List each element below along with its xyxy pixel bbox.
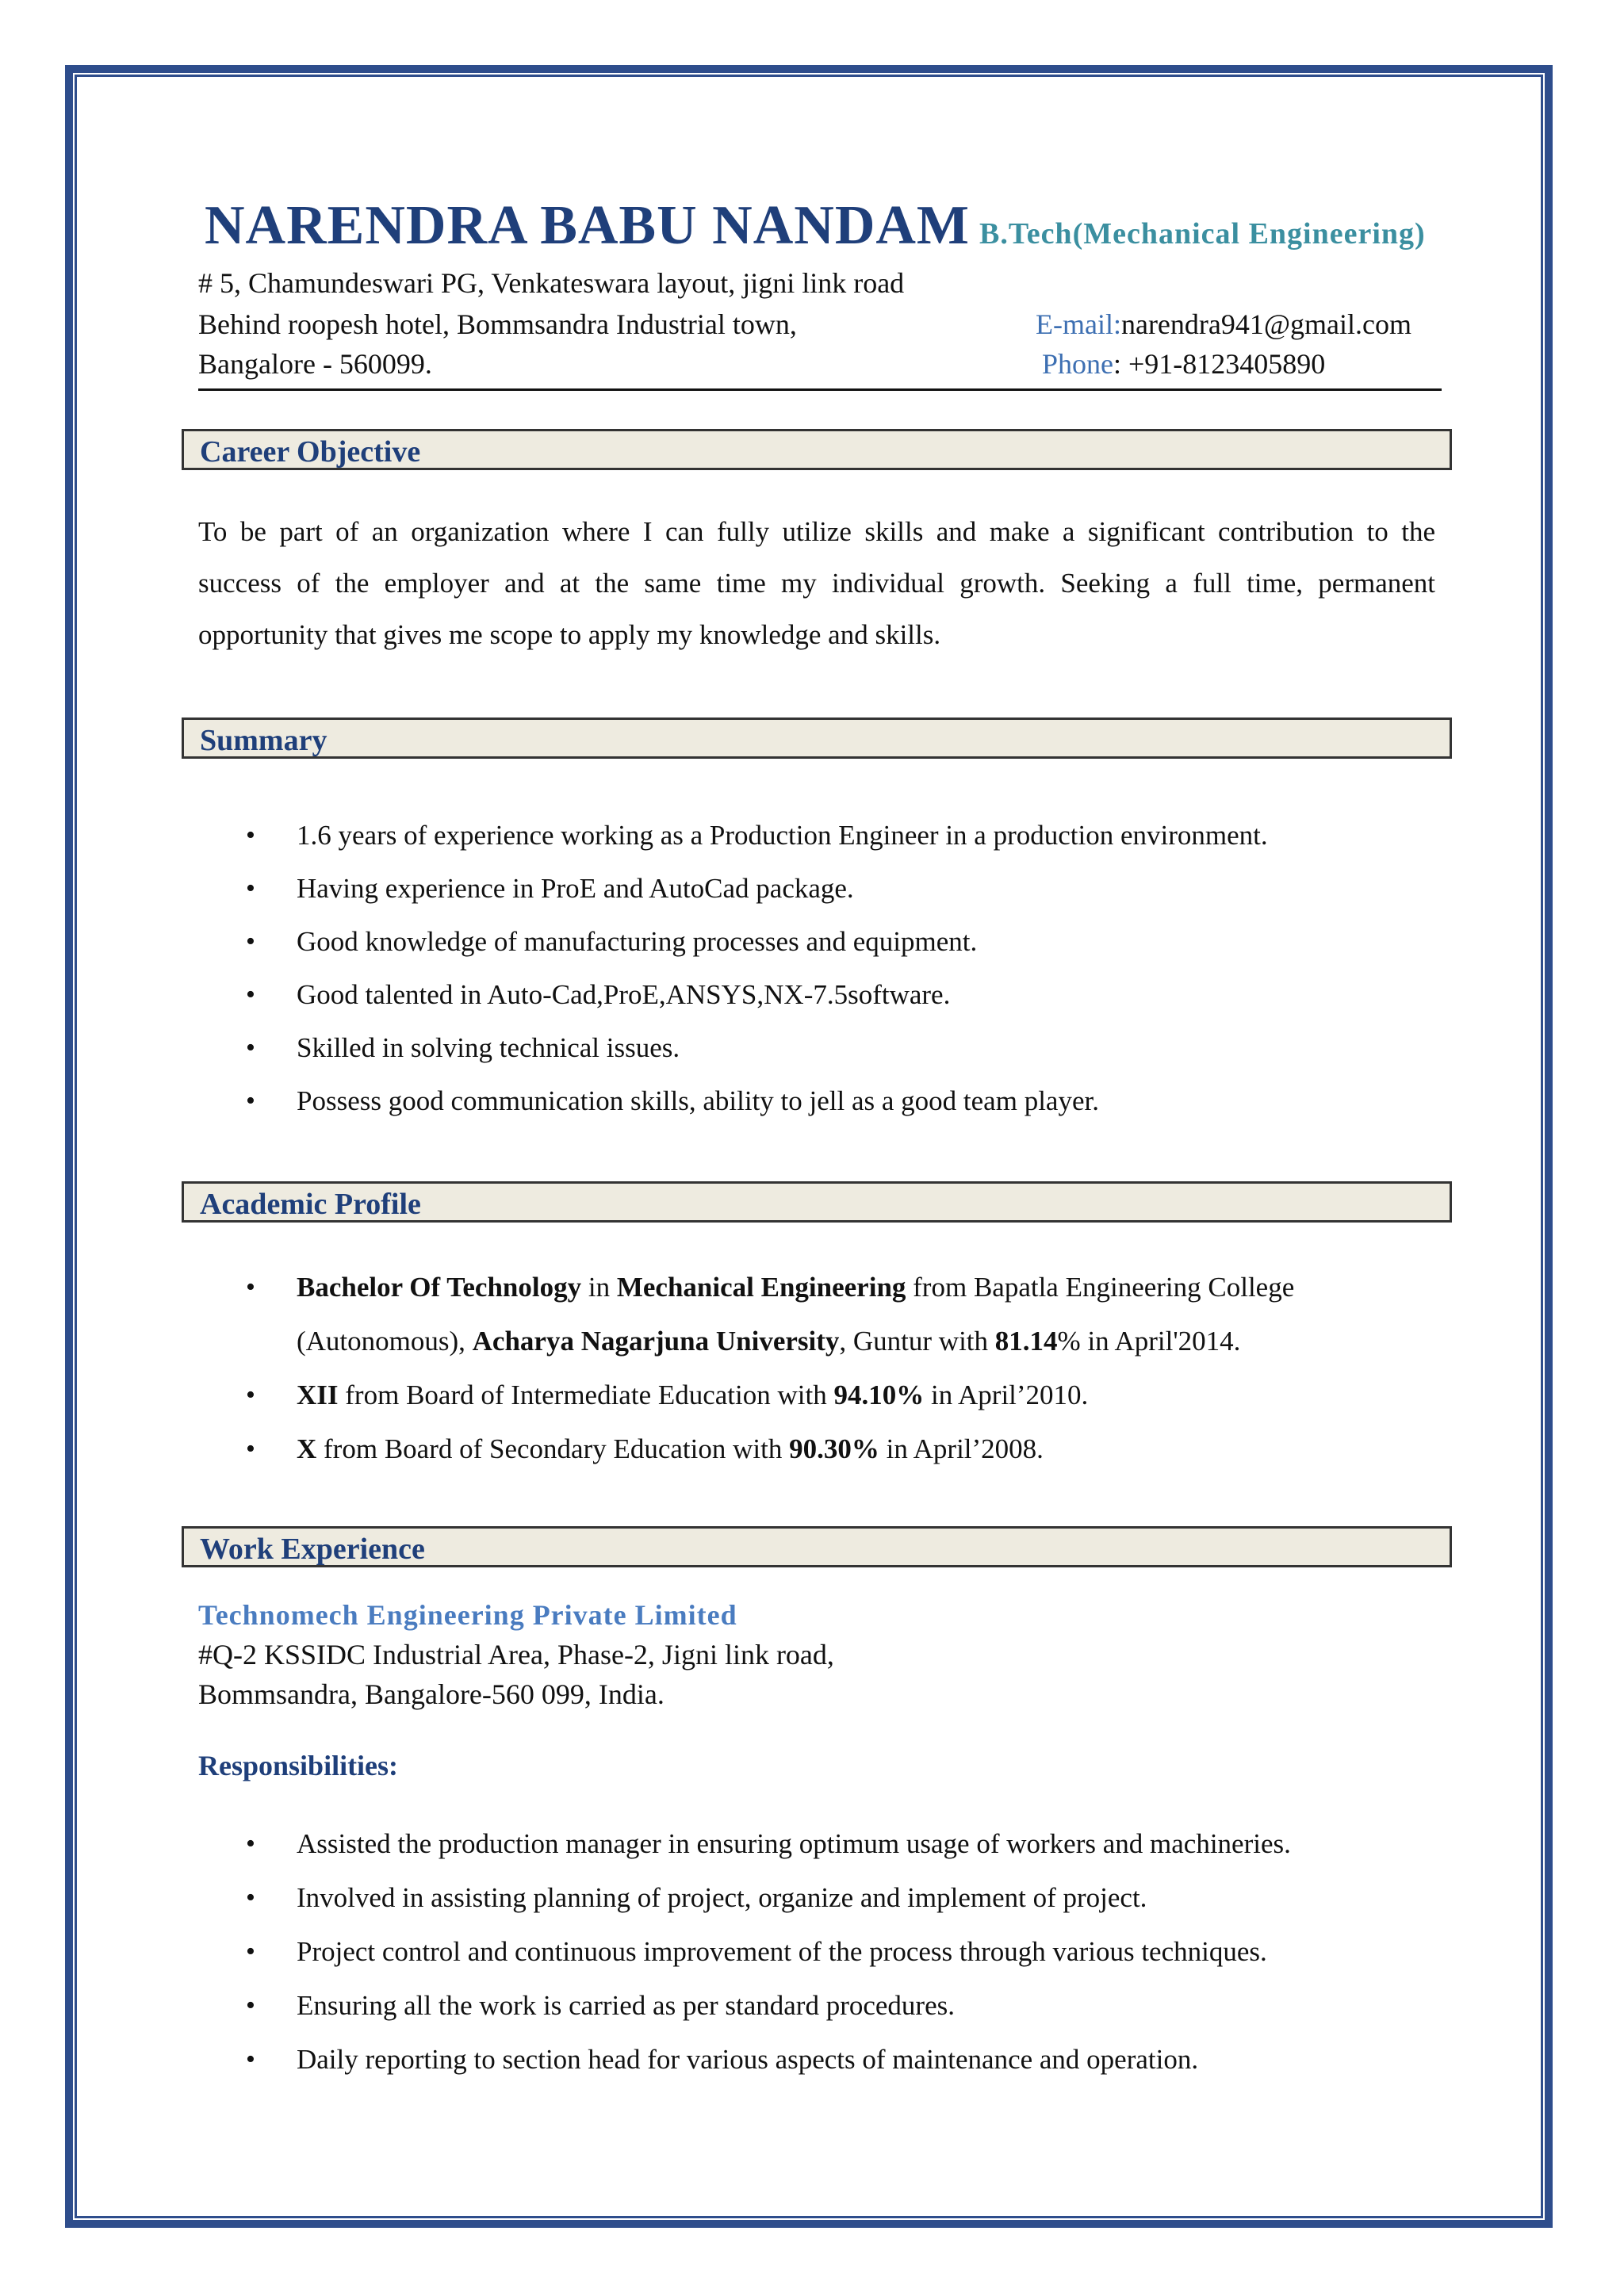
academic-text: % in April'2014. bbox=[1057, 1326, 1241, 1357]
academic-text: from Board of Intermediate Education with bbox=[338, 1380, 834, 1410]
candidate-name-text: NARENDRA BABU NANDAM bbox=[205, 195, 970, 256]
list-item: • Possess good communication skills, ability to jell as a good team player. bbox=[198, 1074, 1443, 1127]
list-item: • Ensuring all the work is carried as per standard procedures. bbox=[198, 1979, 1443, 2033]
university-name: Acharya Nagarjuna University bbox=[472, 1326, 840, 1357]
list-item: • Good talented in Auto-Cad,ProE,ANSYS,NX-7.5software. bbox=[198, 968, 1443, 1021]
career-objective-line-2: success of the employer and at the same time my individual growth. Seeking a full time, permanent bbox=[198, 568, 1435, 599]
list-item: • Having experience in ProE and AutoCad package. bbox=[198, 862, 1443, 915]
academic-text: in April’2010. bbox=[924, 1380, 1089, 1410]
list-item: • Assisted the production manager in ensuring optimum usage of workers and machineries. bbox=[198, 1817, 1443, 1871]
candidate-degree: B.Tech(Mechanical Engineering) bbox=[979, 217, 1426, 251]
email-label: E-mail: bbox=[1036, 308, 1121, 340]
candidate-name bbox=[205, 194, 1426, 258]
section-title-career-objective: Career Objective bbox=[200, 435, 421, 469]
phone-contact bbox=[1042, 347, 1325, 381]
section-header-career-objective bbox=[182, 429, 1452, 470]
section-title-academic-profile: Academic Profile bbox=[200, 1188, 421, 1221]
degree-name: Bachelor Of Technology bbox=[297, 1272, 582, 1303]
list-item bbox=[198, 1368, 1443, 1422]
phone-value: : +91-8123405890 bbox=[1113, 348, 1326, 380]
summary-list bbox=[198, 809, 1443, 1127]
academic-list bbox=[198, 1261, 1443, 1476]
company-name: Technomech Engineering Private Limited bbox=[198, 1599, 737, 1631]
career-objective-line-1: To be part of an organization where I can fully utilize skills and make a significant contribution to the bbox=[198, 516, 1435, 547]
responsibilities-title: Responsibilities: bbox=[198, 1750, 399, 1781]
degree-branch: Mechanical Engineering bbox=[616, 1272, 906, 1303]
class-x-score: 90.30% bbox=[789, 1433, 879, 1464]
academic-text: from Board of Secondary Education with bbox=[316, 1433, 790, 1464]
academic-text: from Bapatla Engineering College bbox=[906, 1272, 1295, 1303]
company-address-line-2: Bommsandra, Bangalore-560 099, India. bbox=[198, 1678, 665, 1710]
address-line-1: # 5, Chamundeswari PG, Venkateswara layout, jigni link road bbox=[198, 267, 905, 299]
academic-text: in bbox=[581, 1272, 617, 1303]
career-objective-text bbox=[198, 506, 1435, 660]
academic-text: (Autonomous), bbox=[297, 1326, 473, 1357]
email-value[interactable]: narendra941@gmail.com bbox=[1120, 308, 1411, 340]
list-item: • Project control and continuous improvement of the process through various techniques. bbox=[198, 1925, 1443, 1979]
section-title-work-experience: Work Experience bbox=[200, 1533, 425, 1566]
address-line-2: Behind roopesh hotel, Bommsandra Industrial town, bbox=[198, 308, 797, 340]
list-item: • Daily reporting to section head for various aspects of maintenance and operation. bbox=[198, 2033, 1443, 2087]
class-xii-label: XII bbox=[297, 1380, 339, 1410]
header-divider bbox=[198, 388, 1442, 391]
list-item bbox=[198, 1261, 1443, 1368]
responsibilities-list bbox=[198, 1817, 1443, 2087]
class-xii-score: 94.10% bbox=[833, 1380, 925, 1410]
degree-score: 81.14 bbox=[994, 1326, 1058, 1357]
company-address-line-1: #Q-2 KSSIDC Industrial Area, Phase-2, Jigni link road, bbox=[198, 1639, 834, 1670]
list-item: • Involved in assisting planning of project, organize and implement of project. bbox=[198, 1871, 1443, 1925]
section-header-work-experience bbox=[182, 1526, 1452, 1567]
address-line-3: Bangalore - 560099. bbox=[198, 348, 432, 380]
academic-text: , Guntur with bbox=[839, 1326, 995, 1357]
class-x-label: X bbox=[297, 1433, 317, 1464]
academic-text: in April’2008. bbox=[879, 1433, 1044, 1464]
email-contact bbox=[1036, 308, 1411, 341]
section-header-academic-profile bbox=[182, 1181, 1452, 1223]
list-item: • Skilled in solving technical issues. bbox=[198, 1021, 1443, 1074]
list-item: • 1.6 years of experience working as a Production Engineer in a production environment. bbox=[198, 809, 1443, 862]
list-item bbox=[198, 1422, 1443, 1476]
section-header-summary bbox=[182, 718, 1452, 759]
section-title-summary: Summary bbox=[200, 724, 327, 757]
phone-label: Phone bbox=[1042, 348, 1113, 380]
list-item: • Good knowledge of manufacturing processes and equipment. bbox=[198, 915, 1443, 968]
career-objective-line-3: opportunity that gives me scope to apply my knowledge and skills. bbox=[198, 619, 941, 650]
